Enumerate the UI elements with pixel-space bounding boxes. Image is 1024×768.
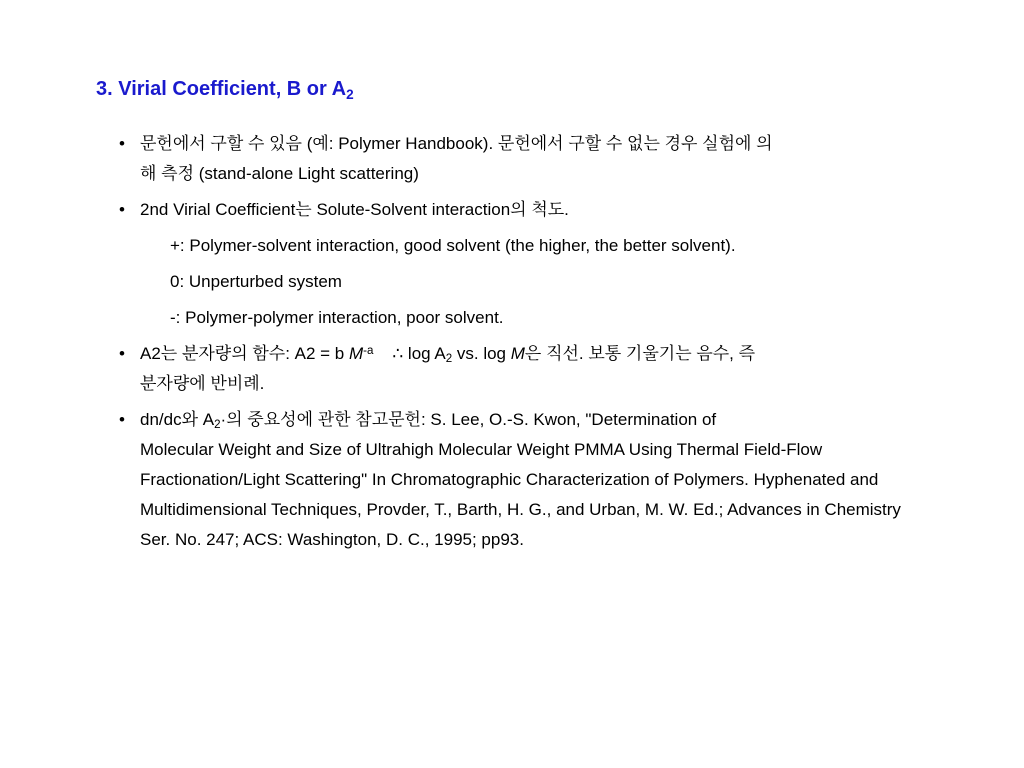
reference-subscript: 2	[214, 419, 221, 432]
bullet-text-line	[140, 339, 908, 369]
bullet-item-virial-coefficient	[116, 195, 908, 225]
bullet-dot-icon: •	[119, 200, 125, 219]
reference-text: dn/dc와 A	[140, 410, 215, 429]
slide-content	[116, 129, 908, 561]
bullet-item-molecular-weight	[116, 339, 908, 399]
formula-exponent: -a	[363, 344, 374, 357]
bullet-dot-icon: •	[119, 410, 125, 429]
formula-variable-m: M	[349, 344, 364, 363]
formula-text: 은 직선. 보통 기울기는 음수, 즉	[524, 344, 756, 363]
reference-text: ·의 중요성에 관한 참고문헌: S. Lee, O.-S. Kwon, "Determination of	[220, 410, 717, 429]
bullet-text-line: 해 측정 (stand-alone Light scattering)	[140, 164, 419, 183]
bullet-text-line: 문헌에서 구할 수 있음 (예: Polymer Handbook). 문헌에서 구할 수 없는 경우 실험에 의	[140, 134, 773, 153]
therefore-symbol: ∴	[392, 344, 404, 363]
bullet-dot-icon: •	[119, 344, 125, 363]
formula-text: vs. log	[452, 344, 511, 363]
sub-item-unperturbed: 0: Unperturbed system	[170, 272, 342, 291]
formula-text: A2는 분자량의 함수: A2 = b	[140, 344, 349, 363]
title-subscript: 2	[346, 86, 354, 102]
slide-title	[96, 76, 354, 102]
formula-variable-m: M	[510, 344, 525, 363]
bullet-item-reference	[116, 405, 908, 555]
sub-item-poor-solvent: -: Polymer-polymer interaction, poor solvent.	[170, 308, 504, 327]
bullet-dot-icon: •	[119, 134, 125, 153]
bullet-item-literature	[116, 129, 908, 189]
bullet-text-line: 분자량에 반비례.	[140, 374, 265, 393]
reference-citation: Molecular Weight and Size of Ultrahigh Molecular Weight PMMA Using Thermal Field-Flow Fractionation/Light Scattering" In Chromatographic Characterization of Polymers. Hyphenated and Multidimensional Techniques, Provder, T., Barth, H. G., and Urban, M. W. Ed.; Advances in Chemistry Ser. No. 247; ACS: Washington, D. C., 1995; pp93.	[140, 440, 901, 549]
formula-subscript: 2	[445, 353, 453, 366]
sub-item-good-solvent: +: Polymer-solvent interaction, good solvent (the higher, the better solvent).	[170, 236, 736, 255]
bullet-text-line: 2nd Virial Coefficient는 Solute-Solvent interaction의 척도.	[140, 200, 569, 219]
formula-text: log A	[403, 344, 446, 363]
bullet-text-line	[140, 405, 908, 435]
title-text: 3. Virial Coefficient, B or A	[96, 78, 347, 100]
